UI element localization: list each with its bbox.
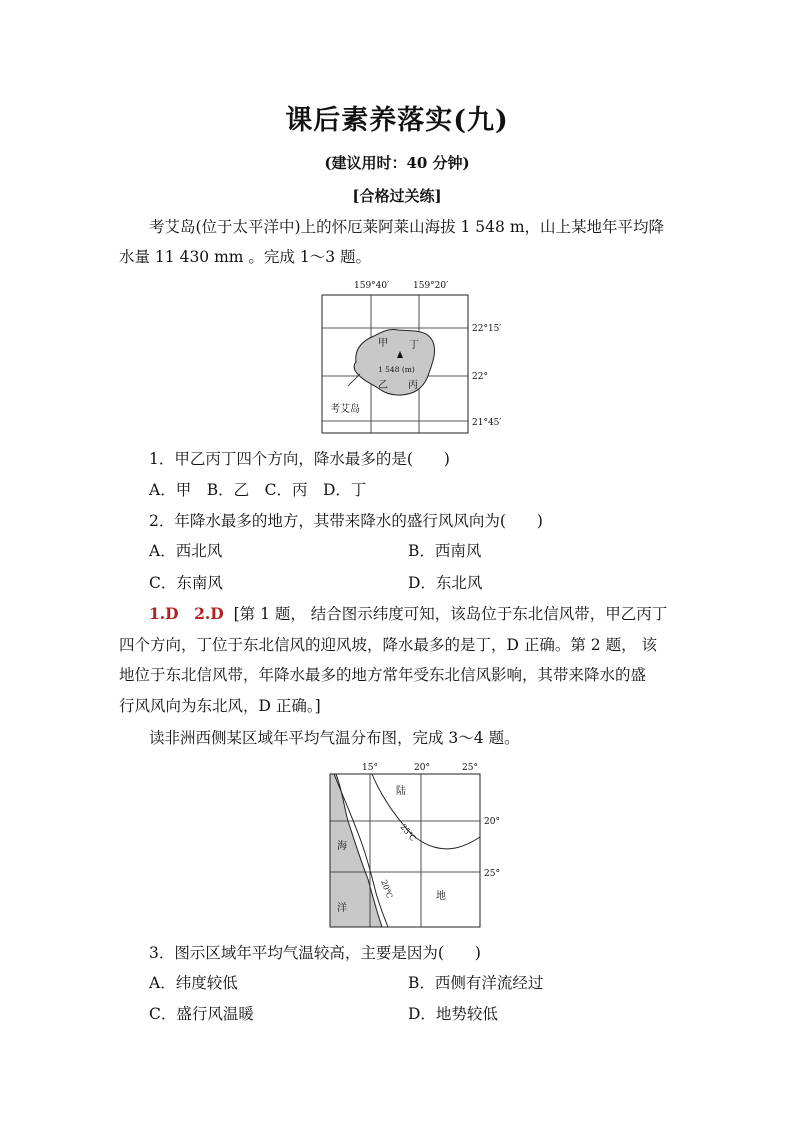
answer-line-1 (149, 604, 667, 624)
lat-label-2: 22° (472, 372, 488, 382)
q2-option-a: A．西北风 (149, 542, 223, 560)
page-title: 课后素养落实(九) (285, 105, 509, 136)
isotherm-25 (372, 774, 480, 849)
explanation-line-2: 四个方向，丁位于东北信风的迎风坡，降水最多的是丁，D 正确。第 2 题， 该 (119, 636, 657, 654)
q3-option-d: D．地势较低 (408, 1005, 498, 1023)
q2-stem: 2．年降水最多的地方，其带来降水的盛行风风向为( ) (149, 512, 543, 530)
section-heading: [合格过关练] (352, 187, 442, 205)
label-yang: 洋 (337, 903, 347, 914)
explanation-line-4: 行风风向为东北风，D 正确。] (119, 697, 321, 715)
q2-option-d: D．东北风 (408, 574, 483, 592)
isotherm-25-label: 25℃ (398, 822, 418, 843)
temperature-map (326, 759, 506, 934)
q1-stem: 1．甲乙丙丁四个方向，降水最多的是( ) (149, 450, 450, 468)
lat-label-3: 21°45′ (472, 418, 502, 428)
island-shape (354, 329, 434, 395)
q1-options: A．甲 B．乙 C．丙 D．丁 (149, 481, 367, 499)
label-bing: 丙 (408, 380, 418, 391)
lat-label-20: 20° (484, 817, 500, 827)
q3-stem: 3．图示区域年平均气温较高，主要是因为( ) (149, 944, 481, 962)
lon-label-15: 15° (362, 763, 378, 773)
label-ding: 丁 (409, 340, 419, 351)
explanation-line-1: [第 1 题， 结合图示纬度可知，该岛位于东北信风带，甲乙丙丁 (233, 605, 668, 623)
lon-label-1: 159°40′ (354, 281, 390, 291)
label-yi: 乙 (378, 380, 388, 391)
answer-key: 1.D 2.D (149, 604, 224, 623)
q2-option-c: C．东南风 (149, 574, 223, 592)
intro-line-2: 水量 11 430 mm 。完成 1～3 题。 (119, 248, 371, 266)
q3-option-c: C．盛行风温暖 (149, 1005, 254, 1023)
explanation-line-3: 地位于东北信风带，年降水最多的地方常年受东北信风影响，其带来降水的盛 (119, 666, 647, 684)
q3-option-b: B．西侧有洋流经过 (408, 974, 544, 992)
isotherm-20-label: 20℃ (379, 878, 395, 900)
label-jia: 甲 (378, 338, 388, 349)
q2-option-b: B．西南风 (408, 542, 482, 560)
kauai-map (318, 276, 508, 436)
time-note: (建议用时：40 分钟) (324, 154, 470, 172)
label-hai: 海 (337, 841, 347, 852)
label-lu: 陆 (396, 786, 406, 797)
lon-label-25: 25° (462, 763, 478, 773)
island-name: 考艾岛 (330, 404, 360, 415)
lon-label-2: 159°20′ (413, 281, 449, 291)
label-di: 地 (436, 891, 446, 902)
intro-3-4: 读非洲西侧某区域年平均气温分布图，完成 3～4 题。 (149, 729, 520, 747)
lat-label-25: 25° (484, 869, 500, 879)
q3-option-a: A．纬度较低 (149, 974, 238, 992)
lon-label-20: 20° (414, 763, 430, 773)
intro-line-1: 考艾岛(位于太平洋中)上的怀厄莱阿莱山海拔 1 548 m，山上某地年平均降 (149, 218, 665, 236)
peak-elevation: 1 548 (m) (378, 365, 415, 374)
lat-label-1: 22°15′ (472, 324, 502, 334)
